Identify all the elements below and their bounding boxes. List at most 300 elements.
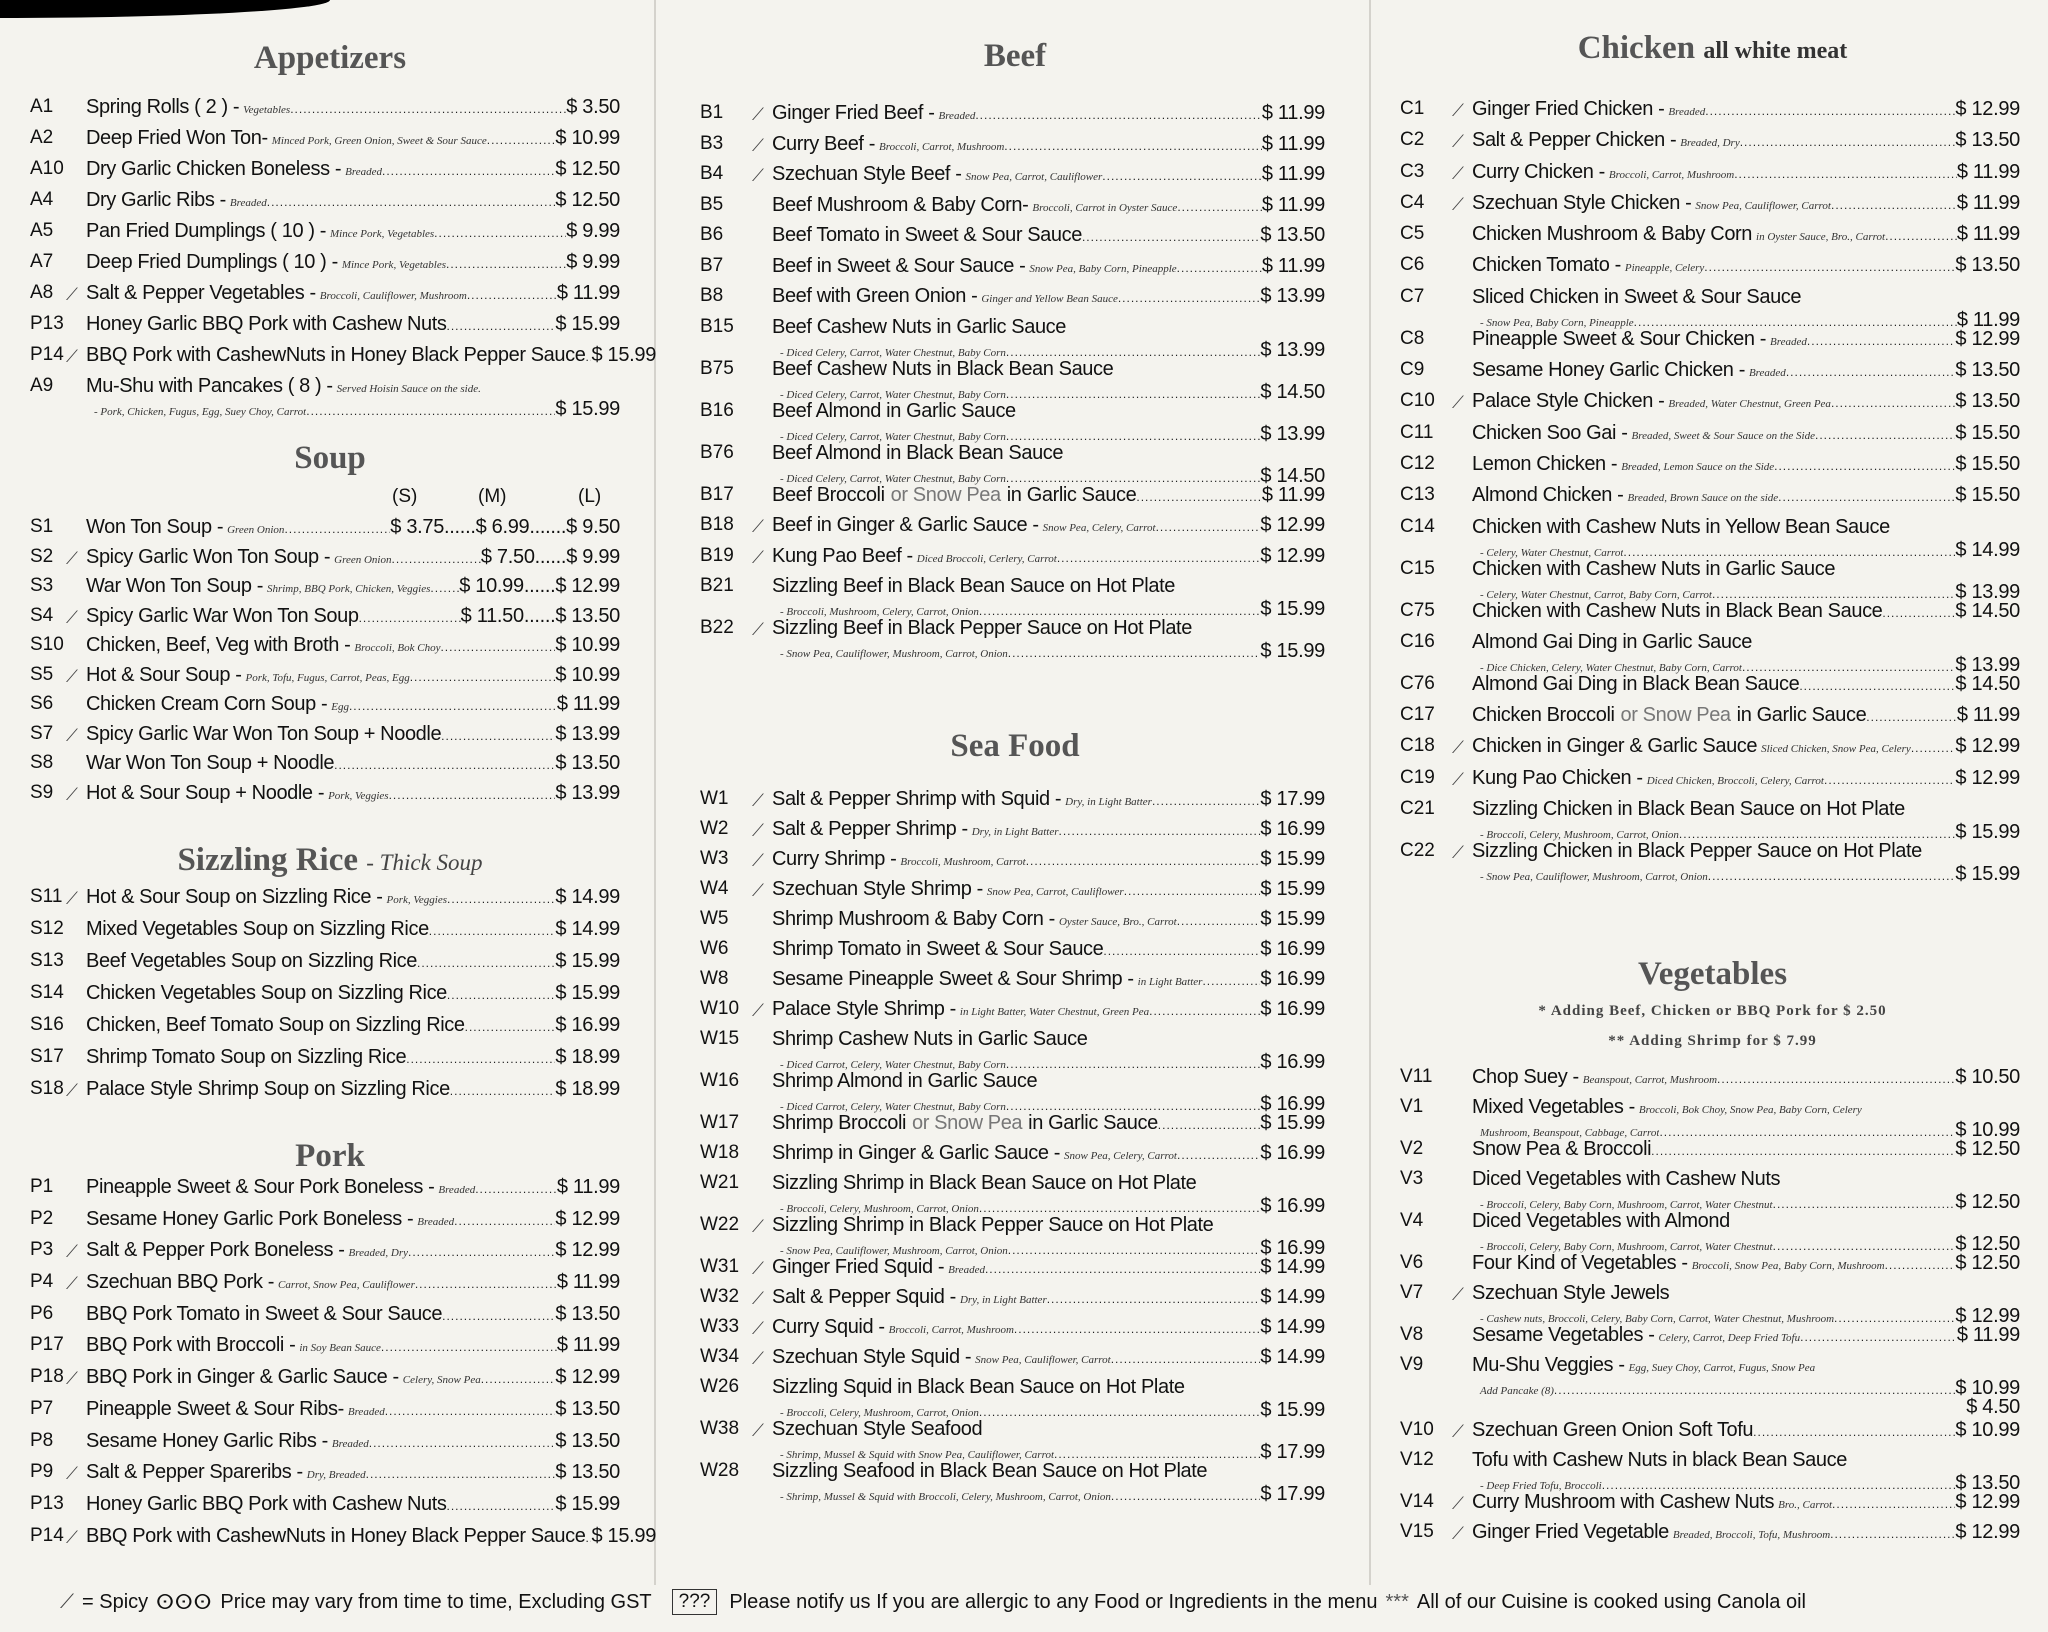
item-name-suffix: in Garlic Sauce xyxy=(1006,483,1137,506)
column-divider xyxy=(1369,0,1371,1585)
chicken-subtitle: all white meat xyxy=(1703,38,1848,64)
dot-leader xyxy=(475,1182,557,1196)
menu-item xyxy=(700,1256,1325,1286)
item-sub-line xyxy=(1472,1377,2020,1399)
menu-item xyxy=(1400,1449,2020,1494)
item-extra-price: $ 4.50 xyxy=(1966,1396,2020,1418)
menu-item xyxy=(30,918,620,950)
item-name: Shrimp Almond in Garlic Sauce xyxy=(772,1070,1038,1092)
item-line xyxy=(772,358,1325,381)
dot-leader xyxy=(430,581,459,595)
spacer xyxy=(752,316,772,319)
item-line xyxy=(772,968,1325,991)
item-code: S11 xyxy=(30,886,63,907)
item-price: $ 16.99 xyxy=(1260,968,1325,990)
item-line xyxy=(86,1334,620,1357)
dot-leader xyxy=(1753,1425,1955,1439)
item-name: Szechuan BBQ Pork - xyxy=(86,1271,275,1294)
item-price: $ 12.99 xyxy=(1955,1305,2020,1327)
item-price: $ 15.99 xyxy=(1955,821,2020,844)
item-code: S17 xyxy=(30,1046,64,1067)
dot-leader xyxy=(979,1405,1260,1419)
item-name-suffix: in Garlic Sauce xyxy=(1028,1112,1158,1134)
item-body xyxy=(1472,1138,2020,1161)
item-body xyxy=(86,313,620,336)
item-description: Breaded, Lemon Sauce on the Side xyxy=(1621,460,1775,473)
item-body xyxy=(1472,359,2020,382)
item-line xyxy=(772,908,1325,931)
dot-leader xyxy=(1057,551,1261,565)
menu-item xyxy=(700,399,1325,445)
menu-item xyxy=(30,1461,620,1493)
item-name: Sesame Vegetables - xyxy=(1472,1324,1655,1346)
item-line xyxy=(1472,704,2020,727)
item-name-alt: or Snow Pea xyxy=(912,1112,1023,1134)
item-line xyxy=(1472,735,2020,758)
menu-item xyxy=(1400,161,2020,192)
item-body xyxy=(772,1376,1325,1421)
item-name: Spicy Garlic War Won Ton Soup xyxy=(86,604,359,627)
item-name: Beef Tomato in Sweet & Sour Sauce xyxy=(772,224,1082,246)
dot-leader xyxy=(1831,396,1955,410)
menu-item xyxy=(30,1239,620,1271)
item-name: Salt & Pepper Vegetables - xyxy=(86,282,316,304)
item-name: Ginger Fried Chicken - xyxy=(1472,98,1665,120)
item-price: $ 17.99 xyxy=(1260,1483,1325,1505)
dot-leader xyxy=(389,788,556,802)
item-price: $ 15.99 xyxy=(1260,1399,1325,1421)
item-subdescription: - Broccoli, Celery, Baby Corn, Mushroom, Carrot, Water Chestnut xyxy=(1480,1199,1773,1211)
item-price: $ 15.99 xyxy=(1955,863,2020,886)
menu-item xyxy=(1400,390,2020,421)
item-code: W2 xyxy=(700,818,729,839)
item-price: $ 13.50 xyxy=(1955,129,2020,152)
item-body xyxy=(86,1271,620,1294)
chili-pepper-icon: ⟋ xyxy=(1452,843,1464,863)
ggg-circles-icon: ⵙⵙⵙ xyxy=(156,1591,213,1614)
item-sub-line xyxy=(1472,653,2020,676)
item-code: B8 xyxy=(700,285,724,306)
item-body xyxy=(1472,1491,2020,1514)
menu-item xyxy=(700,545,1325,576)
item-line xyxy=(772,163,1325,186)
dot-leader xyxy=(465,1020,556,1034)
dot-leader xyxy=(1911,741,1956,755)
item-line xyxy=(86,1493,620,1516)
menu-item xyxy=(30,344,657,375)
item-line xyxy=(772,1316,1325,1339)
spacer xyxy=(66,982,86,985)
item-name: Spicy Garlic War Won Ton Soup + Noodle xyxy=(86,722,442,745)
item-line xyxy=(1472,286,2020,309)
item-code: W15 xyxy=(700,1028,740,1049)
dot-leader xyxy=(1866,710,1957,724)
item-sub-line xyxy=(772,464,1325,487)
item-description: Breaded, Brown Sauce on the side xyxy=(1627,492,1779,505)
item-description: Shrimp, BBQ Pork, Chicken, Veggies xyxy=(266,583,431,595)
menu-item xyxy=(1400,254,2020,285)
item-price: $ 15.99 xyxy=(1260,848,1325,870)
item-body xyxy=(1472,1521,2020,1544)
spacer xyxy=(752,1376,772,1379)
dot-leader xyxy=(1152,794,1260,808)
item-line xyxy=(1472,1210,2020,1233)
item-name: Kung Pao Chicken - xyxy=(1472,766,1643,789)
chili-pepper-icon: ⟋ xyxy=(66,889,78,908)
item-code: B7 xyxy=(700,254,724,276)
item-line xyxy=(86,282,620,305)
item-body xyxy=(86,96,620,119)
item-description: Oyster Sauce, Bro., Carrot xyxy=(1058,916,1177,928)
item-code: W4 xyxy=(700,878,729,899)
item-name: Chicken with Cashew Nuts in Yellow Bean Sauce xyxy=(1472,515,1890,538)
item-line xyxy=(86,516,620,539)
item-line xyxy=(1472,673,2020,696)
item-subdescription: - Diced Carrot, Celery, Water Chestnut, Baby Corn xyxy=(780,1059,1006,1071)
item-description: Carrot, Snow Pea, Cauliflower xyxy=(278,1279,415,1292)
menu-item xyxy=(700,357,1325,403)
item-description: Broccoli, Carrot, Mushroom xyxy=(879,140,1005,153)
chili-pepper-icon: ⟋ xyxy=(66,1464,78,1484)
item-code: B1 xyxy=(700,102,724,123)
menu-item xyxy=(700,1028,1325,1073)
spacer xyxy=(752,442,772,445)
item-line xyxy=(1472,161,2020,184)
item-sub-line xyxy=(1472,863,2020,886)
chili-pepper-icon: ⟋ xyxy=(752,166,764,185)
item-name: Pineapple Sweet & Sour Pork Boneless - xyxy=(86,1176,435,1198)
dot-leader xyxy=(1708,869,1956,883)
menu-item xyxy=(30,1208,620,1240)
item-body xyxy=(1472,1282,2020,1327)
item-line xyxy=(772,1142,1325,1165)
item-line xyxy=(772,788,1325,811)
item-body xyxy=(1472,161,2020,184)
sizzling-rice-subtitle: - Thick Soup xyxy=(366,850,483,875)
item-line xyxy=(86,220,620,243)
item-line xyxy=(86,918,620,941)
item-line xyxy=(772,442,1325,465)
chili-pepper-icon: ⟋ xyxy=(1452,132,1464,152)
item-code: W17 xyxy=(700,1112,740,1133)
item-line xyxy=(772,575,1325,598)
item-body xyxy=(86,1366,620,1389)
dot-leader xyxy=(267,195,556,209)
price-note: Price may vary from time to time, Excluding GST xyxy=(220,1590,652,1613)
menu-item xyxy=(30,982,620,1014)
item-line xyxy=(1472,1419,2020,1442)
item-subdescription: - Snow Pea, Baby Corn, Pineapple xyxy=(1480,316,1634,329)
item-line xyxy=(86,1303,620,1326)
item-sub-line xyxy=(1472,821,2020,844)
size-small-label: (S) xyxy=(392,486,418,507)
item-body xyxy=(772,908,1325,931)
item-name: Almond Gai Ding in Black Bean Sauce xyxy=(1472,672,1800,695)
item-name: Sizzling Shrimp in Black Pepper Sauce on Hot Plate xyxy=(772,1214,1214,1236)
item-name: Spicy Garlic Won Ton Soup - xyxy=(86,545,331,568)
item-code: W21 xyxy=(700,1172,740,1193)
item-name: Szechuan Style Chicken - xyxy=(1472,191,1692,214)
item-line xyxy=(86,158,620,181)
item-body xyxy=(772,575,1325,620)
item-code: C11 xyxy=(1400,421,1434,443)
item-subdescription: - Cashew nuts, Broccoli, Celery, Baby Corn, Carrot, Water Chestnut, Mushroom xyxy=(1480,1313,1835,1325)
item-price: $ 12.99 xyxy=(555,1366,620,1389)
item-subdescription: - Dice Chicken, Celery, Water Chestnut, Baby Corn, Carrot xyxy=(1480,661,1742,674)
item-name: Deep Fried Won Ton- xyxy=(86,127,268,149)
item-sub-line xyxy=(772,1483,1325,1505)
item-description: Breaded xyxy=(331,1437,369,1450)
item-description: Snow Pea, Celery, Carrot xyxy=(1042,522,1156,534)
item-line xyxy=(772,1286,1325,1309)
item-code: B75 xyxy=(700,357,734,379)
item-body xyxy=(86,189,620,212)
item-name: Sizzling Beef in Black Bean Sauce on Hot Plate xyxy=(772,575,1175,597)
item-body xyxy=(772,818,1325,841)
item-name-alt: or Snow Pea xyxy=(890,483,1001,506)
item-code: P2 xyxy=(30,1207,54,1229)
item-body xyxy=(772,399,1325,445)
item-body xyxy=(86,605,620,628)
menu-item xyxy=(700,484,1325,515)
spacer xyxy=(1452,1138,1472,1141)
item-line xyxy=(772,818,1325,841)
item-line xyxy=(1472,600,2020,623)
item-name: Salt & Pepper Spareribs - xyxy=(86,1461,303,1484)
item-body xyxy=(772,545,1325,568)
item-name: Szechuan Style Shrimp - xyxy=(772,878,983,900)
section-title-chicken xyxy=(1400,30,2025,67)
item-price: $ 17.99 xyxy=(1260,1441,1325,1463)
item-name: Palace Style Shrimp - xyxy=(772,998,956,1020)
item-price: $ 13.50 xyxy=(555,1429,620,1452)
item-line xyxy=(1472,129,2020,152)
dot-leader xyxy=(1734,167,1957,181)
item-line xyxy=(86,1461,620,1484)
item-description: Broccoli, Bok Choy, Snow Pea, Baby Corn, Celery xyxy=(1638,1104,1862,1116)
item-body xyxy=(86,546,620,569)
item-price: $ 16.99 xyxy=(1260,998,1325,1020)
item-code: C7 xyxy=(1400,285,1425,307)
menu-item xyxy=(700,878,1325,908)
item-line xyxy=(772,938,1325,961)
item-price: $ 16.99 xyxy=(1260,1237,1325,1259)
item-line xyxy=(772,194,1325,217)
spacer xyxy=(1452,673,1472,676)
item-body xyxy=(772,255,1325,278)
dot-leader xyxy=(429,924,556,938)
spacer xyxy=(752,575,772,578)
item-name: Sizzling Seafood in Black Bean Sauce on Hot Plate xyxy=(772,1460,1208,1482)
dot-leader xyxy=(1807,334,1955,348)
item-line xyxy=(772,1460,1325,1483)
item-price: $ 15.99 xyxy=(591,1524,657,1547)
item-code: C5 xyxy=(1400,223,1425,245)
item-description: Sliced Chicken, Snow Pea, Celery xyxy=(1761,743,1911,756)
item-name: Curry Mushroom with Cashew Nuts xyxy=(1472,1491,1775,1513)
item-name: Kung Pao Beef - xyxy=(772,544,913,567)
item-name: Sesame Honey Garlic Chicken - xyxy=(1472,359,1745,382)
item-subdescription: - Pork, Chicken, Fugus, Egg, Suey Choy, Carrot xyxy=(94,406,307,418)
dot-leader xyxy=(1006,1099,1260,1113)
menu-item xyxy=(700,315,1325,361)
spacer xyxy=(1452,1066,1472,1069)
item-price: $ 14.99 xyxy=(1260,1256,1325,1278)
dot-leader xyxy=(434,226,566,240)
item-line xyxy=(86,189,620,212)
menu-item xyxy=(30,282,620,313)
dot-leader xyxy=(1124,884,1261,898)
spacer xyxy=(66,516,86,519)
menu-item xyxy=(30,634,620,664)
item-name: Salt & Pepper Pork Boneless - xyxy=(86,1239,345,1262)
item-body xyxy=(86,1524,657,1548)
dot-leader xyxy=(1705,104,1955,118)
spacer xyxy=(66,1208,86,1211)
item-name: Curry Chicken - xyxy=(1472,160,1605,183)
item-price: $ 13.50 xyxy=(1955,390,2020,413)
item-name: Shrimp Mushroom & Baby Corn - xyxy=(772,908,1055,930)
item-line xyxy=(1472,192,2020,215)
item-price: $ 15.99 xyxy=(555,313,620,335)
chili-pepper-icon: ⟋ xyxy=(752,1259,764,1278)
item-description: Ginger and Yellow Bean Sauce xyxy=(981,293,1118,305)
section-title-appetizers: Appetizers xyxy=(253,40,407,76)
item-line xyxy=(1472,1324,2020,1347)
item-body xyxy=(772,1286,1325,1309)
item-body xyxy=(772,1346,1325,1369)
chili-pepper-icon: ⟋ xyxy=(752,105,764,124)
item-code: W31 xyxy=(700,1256,740,1277)
item-sub-line xyxy=(772,1093,1325,1115)
dot-leader xyxy=(1679,827,1955,841)
spacer xyxy=(1452,422,1472,425)
item-code: W6 xyxy=(700,938,729,959)
item-body xyxy=(86,1176,620,1199)
dot-leader xyxy=(446,257,566,271)
item-description: Broccoli, Cauliflower, Mushroom xyxy=(319,290,467,302)
item-description: Breaded xyxy=(1748,367,1786,380)
item-price: $ 9.99 xyxy=(566,220,620,242)
item-description: Bro., Carrot xyxy=(1778,1499,1833,1511)
dot-leader xyxy=(447,988,555,1002)
item-name: Beef Mushroom & Baby Corn- xyxy=(772,193,1029,216)
item-body xyxy=(1472,1066,2020,1089)
item-body xyxy=(86,158,620,181)
item-code: C13 xyxy=(1400,484,1435,506)
item-price: $ 17.99 xyxy=(1260,788,1325,810)
menu-item xyxy=(700,102,1325,133)
chili-pepper-icon: ⟋ xyxy=(1452,1494,1464,1513)
item-code: P1 xyxy=(30,1176,54,1197)
menu-item xyxy=(1400,359,2020,390)
item-name: War Won Ton Soup + Noodle xyxy=(86,752,335,774)
item-name: Sizzling Beef in Black Pepper Sauce on Hot Plate xyxy=(772,617,1192,639)
item-body xyxy=(772,1316,1325,1339)
item-code: B5 xyxy=(700,193,724,215)
menu-item xyxy=(1400,600,2020,631)
dot-leader xyxy=(450,1084,556,1098)
item-code: V8 xyxy=(1400,1324,1424,1345)
item-body xyxy=(772,1112,1325,1135)
item-code: V9 xyxy=(1400,1354,1424,1375)
item-code: V14 xyxy=(1400,1491,1434,1512)
item-name: Ginger Fried Vegetable xyxy=(1472,1521,1669,1543)
item-code: B6 xyxy=(700,224,724,245)
item-body xyxy=(86,1461,620,1484)
item-body xyxy=(86,1208,620,1231)
item-code: P6 xyxy=(30,1302,54,1324)
dot-leader xyxy=(985,1262,1260,1276)
item-body xyxy=(772,315,1325,361)
chili-pepper-icon: ⟋ xyxy=(1452,101,1464,120)
item-description: Pork, Tofu, Fugus, Carrot, Peas, Egg xyxy=(245,671,410,684)
item-line xyxy=(1472,328,2020,351)
item-price: $ 15.99 xyxy=(1260,598,1325,620)
chicken-list xyxy=(1400,98,2020,886)
item-price: $ 12.50 xyxy=(1955,1191,2020,1213)
dot-leader xyxy=(442,1309,555,1323)
item-subdescription: - Broccoli, Celery, Baby Corn, Mushroom, Carrot, Water Chestnut xyxy=(1480,1241,1773,1253)
dot-leader xyxy=(1111,1352,1261,1366)
spacer xyxy=(66,251,86,254)
item-line xyxy=(86,96,620,119)
chili-pepper-icon: ⟋ xyxy=(66,1527,78,1547)
item-description: Pineapple, Celery xyxy=(1624,262,1705,275)
item-description: Snow Pea, Carrot, Cauliflower xyxy=(986,886,1124,898)
dot-leader xyxy=(1824,773,1955,787)
item-description: Breaded xyxy=(948,1264,985,1276)
item-code: B22 xyxy=(700,617,734,638)
item-body xyxy=(86,886,620,909)
menu-item xyxy=(700,1214,1325,1259)
item-line xyxy=(86,886,620,909)
item-subdescription: - Deep Fried Tofu, Broccoli xyxy=(1480,1480,1602,1492)
item-name: Diced Vegetables with Almond xyxy=(1472,1210,1730,1232)
item-sub-line xyxy=(1472,1191,2020,1213)
item-line xyxy=(1472,1066,2020,1089)
item-line xyxy=(1472,453,2020,476)
item-name: Mixed Vegetables - xyxy=(1472,1096,1635,1118)
chili-pepper-icon: ⟋ xyxy=(752,851,764,870)
item-line xyxy=(772,617,1325,640)
menu-item xyxy=(1400,704,2020,735)
item-code: P4 xyxy=(30,1271,54,1293)
dot-leader xyxy=(1651,1144,1955,1158)
menu-item xyxy=(30,575,620,605)
menu-item xyxy=(30,220,620,251)
item-code: B15 xyxy=(700,315,734,337)
item-price: $ 12.50 xyxy=(1955,1138,2020,1160)
item-code: C76 xyxy=(1400,672,1435,694)
item-line xyxy=(772,400,1325,423)
item-code: S18 xyxy=(30,1078,64,1099)
chili-pepper-icon: ⟋ xyxy=(1452,1285,1464,1304)
menu-item xyxy=(1400,1419,2020,1449)
menu-item xyxy=(1400,285,2020,331)
spacer xyxy=(66,752,86,755)
dot-leader xyxy=(979,1201,1260,1215)
menu-item xyxy=(1400,1096,2020,1141)
item-price: $ 12.50 xyxy=(1955,1233,2020,1255)
item-name: Chicken, Beef, Veg with Broth - xyxy=(86,634,351,656)
spacer xyxy=(66,1493,86,1496)
dot-leader xyxy=(369,1436,556,1450)
item-name: Szechuan Green Onion Soft Tofu xyxy=(1472,1419,1754,1441)
menu-item xyxy=(30,313,620,344)
item-price: $ 11.99 xyxy=(1261,132,1325,155)
item-name: Mixed Vegetables Soup on Sizzling Rice xyxy=(86,918,429,940)
